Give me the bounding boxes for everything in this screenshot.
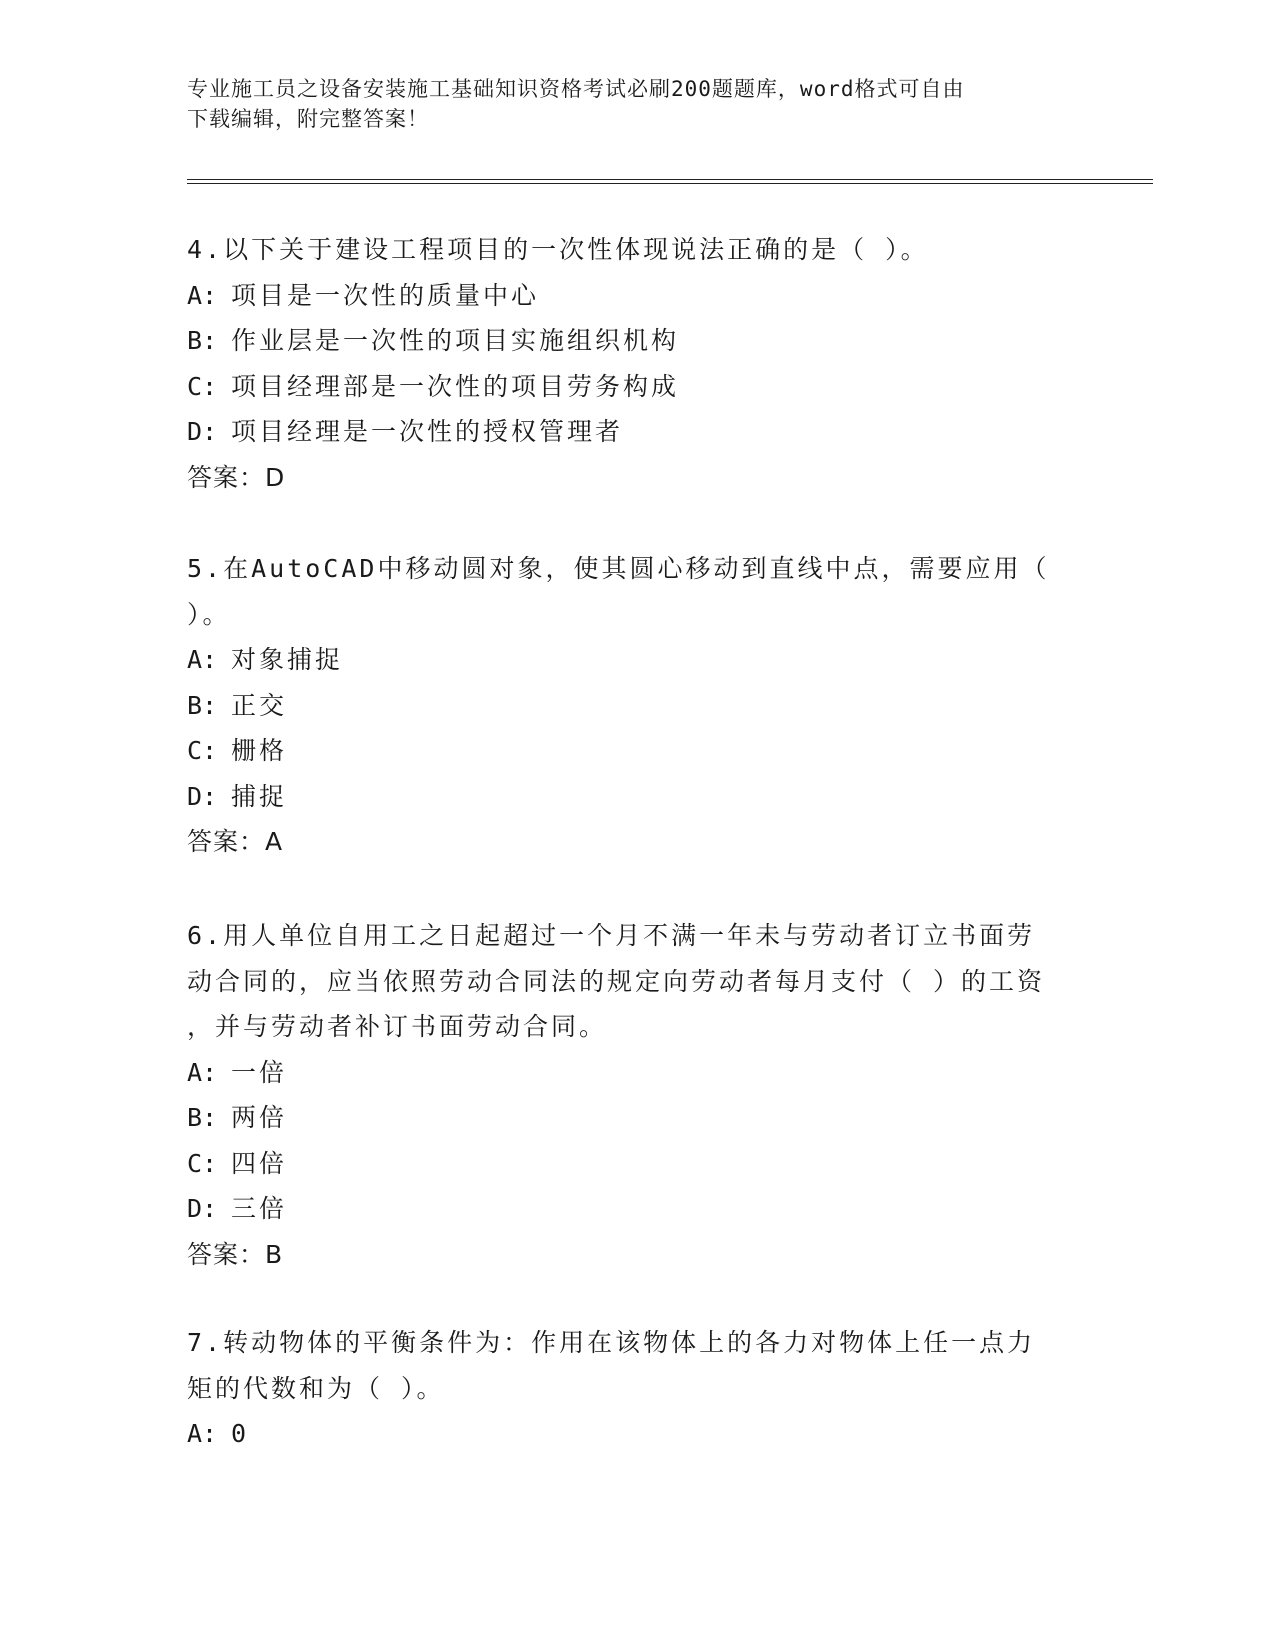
option-key: A: xyxy=(187,645,218,674)
question-5 xyxy=(187,546,1067,865)
option-key: A: xyxy=(187,1057,218,1087)
answer-line: 答案：A xyxy=(187,827,284,856)
option-key: D: xyxy=(187,781,218,811)
option-a xyxy=(187,1050,1067,1096)
option-text: 四倍 xyxy=(231,1148,288,1178)
question-text: 4.以下关于建设工程项目的一次性体现说法正确的是（ ）。 xyxy=(187,235,929,264)
answer-line: 答案：B xyxy=(187,1239,284,1269)
option-key: D: xyxy=(187,1194,218,1223)
option-key: A: xyxy=(187,1419,218,1448)
question-6 xyxy=(187,913,1067,1277)
header-line-1: 专业施工员之设备安装施工基础知识资格考试必刷200题题库，word格式可自由 xyxy=(187,77,965,101)
option-text: 正交 xyxy=(231,690,288,720)
answer-line: 答案：D xyxy=(187,462,286,492)
option-key: C: xyxy=(187,1148,218,1178)
option-b xyxy=(187,318,1067,364)
option-text: 项目经理是一次性的授权管理者 xyxy=(231,417,624,446)
header-divider-bottom xyxy=(187,183,1153,184)
option-text: 项目经理部是一次性的项目劳务构成 xyxy=(231,371,680,401)
option-key: A: xyxy=(187,280,218,310)
header-line-2: 下载编辑，附完整答案！ xyxy=(187,107,429,131)
option-c xyxy=(187,364,1067,410)
question-text-line-3: ，并与劳动者补订书面劳动合同。 xyxy=(187,1012,608,1041)
option-d xyxy=(187,409,1067,455)
question-text-line-2: 动合同的，应当依照劳动合同法的规定向劳动者每月支付（ ）的工资 xyxy=(187,966,1046,996)
option-text: 作业层是一次性的项目实施组织机构 xyxy=(231,326,680,355)
option-c xyxy=(187,1141,1067,1187)
header-divider-top xyxy=(187,179,1153,180)
option-a xyxy=(187,1411,1067,1457)
option-text: 两倍 xyxy=(231,1103,288,1132)
option-b xyxy=(187,683,1067,729)
option-text: 捕捉 xyxy=(231,781,288,811)
option-c xyxy=(187,728,1067,774)
document-header xyxy=(187,74,1087,134)
option-b xyxy=(187,1095,1067,1141)
option-key: B: xyxy=(187,1103,218,1132)
option-text: 0 xyxy=(231,1419,250,1448)
option-text: 栅格 xyxy=(231,736,288,765)
option-d xyxy=(187,1186,1067,1232)
option-d xyxy=(187,774,1067,820)
option-text: 对象捕捉 xyxy=(231,645,344,674)
option-text: 一倍 xyxy=(231,1057,288,1087)
question-text-line-1: 7.转动物体的平衡条件为：作用在该物体上的各力对物体上任一点力 xyxy=(187,1328,1036,1357)
option-a xyxy=(187,273,1067,319)
option-key: D: xyxy=(187,417,218,446)
option-key: C: xyxy=(187,736,218,765)
question-7 xyxy=(187,1320,1067,1457)
option-key: B: xyxy=(187,690,218,720)
option-key: B: xyxy=(187,326,218,355)
question-text-line-2: 矩的代数和为（ ）。 xyxy=(187,1373,445,1403)
question-text-line-2: ）。 xyxy=(187,599,231,629)
option-text: 三倍 xyxy=(231,1194,288,1223)
question-text-line-1: 5.在AutoCAD中移动圆对象，使其圆心移动到直线中点，需要应用（ xyxy=(187,554,1050,583)
question-4 xyxy=(187,227,1067,500)
option-a xyxy=(187,637,1067,683)
option-key: C: xyxy=(187,371,218,401)
option-text: 项目是一次性的质量中心 xyxy=(231,280,540,310)
question-text-line-1: 6.用人单位自用工之日起超过一个月不满一年未与劳动者订立书面劳 xyxy=(187,921,1036,950)
